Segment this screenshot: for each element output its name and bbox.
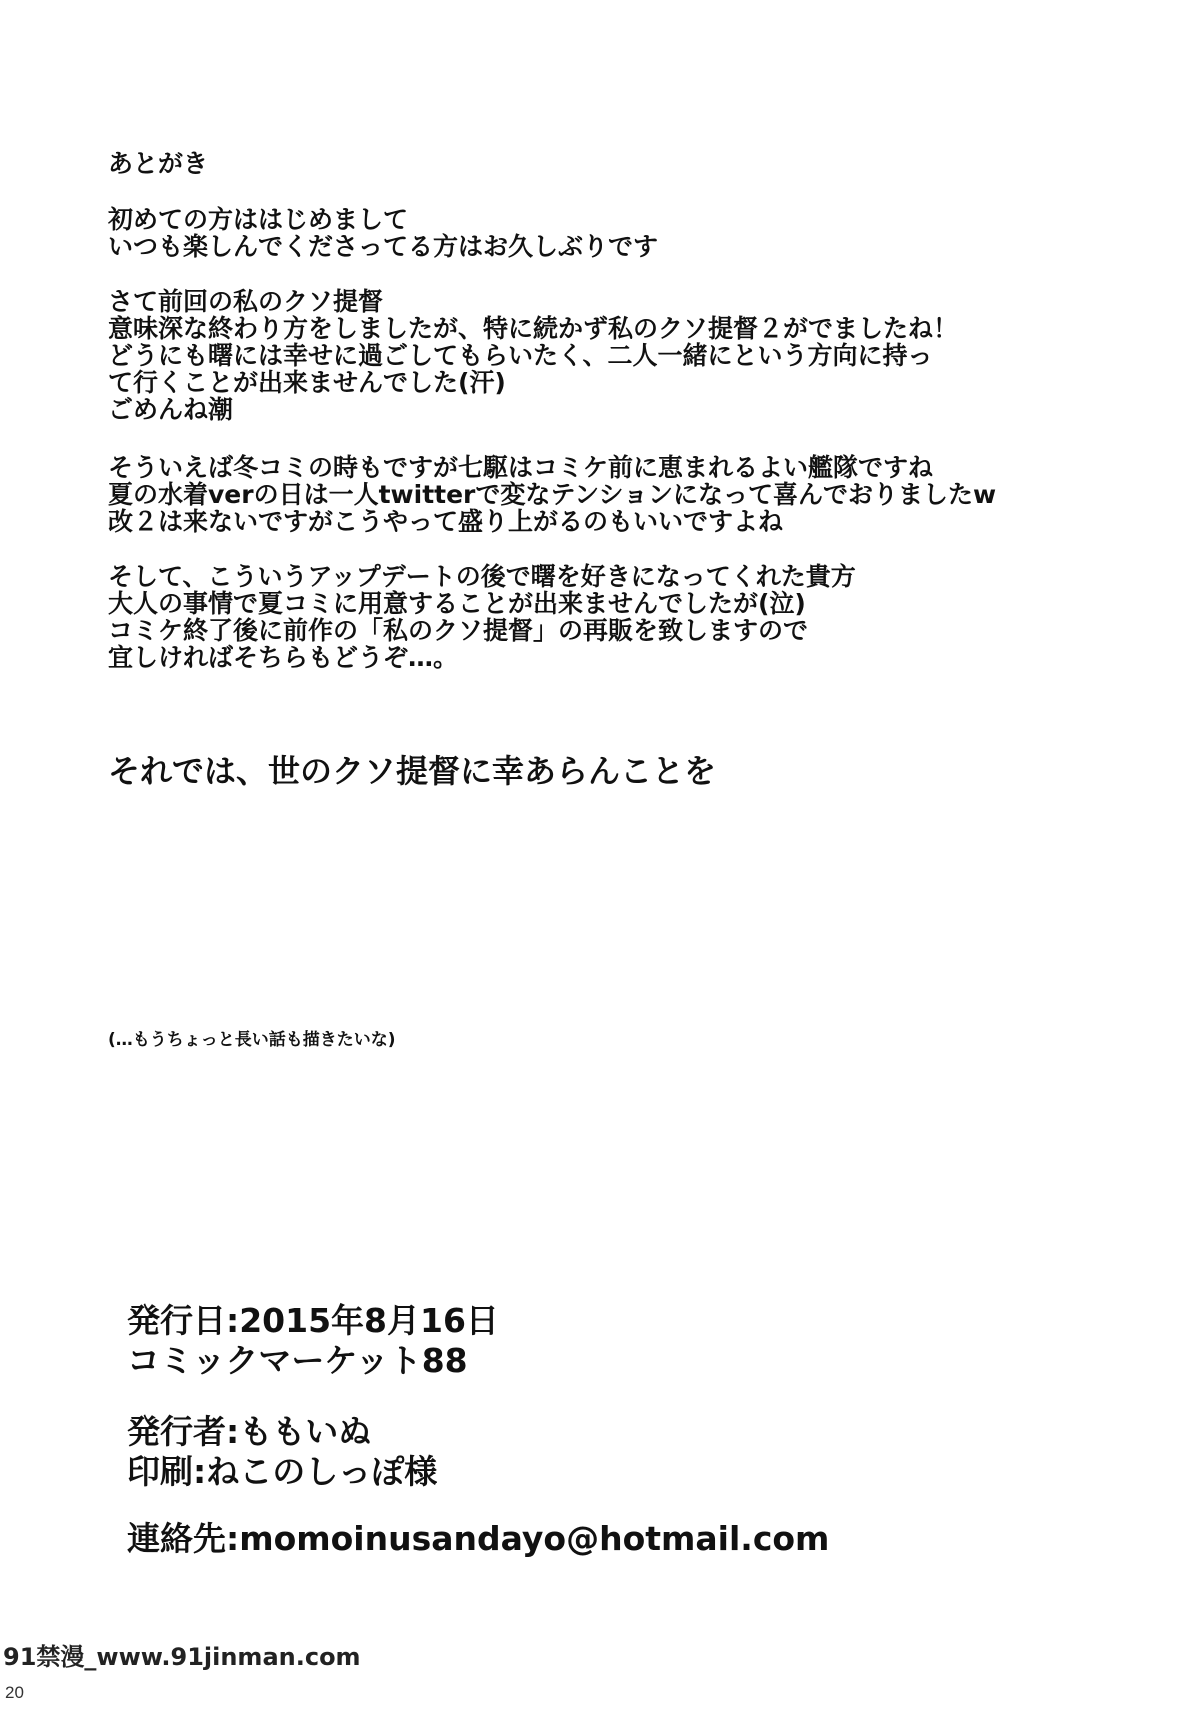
- paragraph-line: 夏の水着verの日は一人twitterで変なテンションになって喜んでおりましたw: [108, 480, 997, 509]
- paragraph-line: ごめんね潮: [108, 395, 234, 424]
- afterword-paragraph-2: [108, 288, 1108, 423]
- paragraph-line: て行くことが出来ませんでした(汗): [108, 368, 506, 397]
- afterword-paragraph-1: [108, 206, 1108, 260]
- publish-date: 発行日:2015年8月16日: [127, 1301, 499, 1340]
- contact: 連絡先:momoinusandayo@hotmail.com: [127, 1519, 830, 1558]
- printer: 印刷:ねこのしっぽ様: [127, 1452, 438, 1491]
- paragraph-line: 大人の事情で夏コミに用意することが出来ませんでしたが(泣): [108, 589, 806, 618]
- afterword-heading: あとがき: [108, 149, 209, 178]
- site-watermark: 91禁漫_www.91jinman.com: [3, 1643, 361, 1671]
- publisher: 発行者:ももいぬ: [127, 1412, 372, 1451]
- paragraph-line: さて前回の私のクソ提督: [108, 287, 384, 316]
- afterword-paragraph-3: [108, 454, 1108, 535]
- paragraph-line: 宜しければそちらもどうぞ…。: [108, 643, 459, 672]
- paragraph-line: そして、こういうアップデートの後で曙を好きになってくれた貴方: [108, 562, 856, 591]
- closing-line: それでは、世のクソ提督に幸あらんことを: [108, 752, 717, 790]
- paragraph-line: いつも楽しんでくださってる方はお久しぶりです: [108, 232, 659, 261]
- paragraph-line: コミケ終了後に前作の「私のクソ提督」の再販を致しますので: [108, 616, 809, 645]
- paragraph-line: 初めての方ははじめまして: [108, 205, 409, 234]
- event-name: コミックマーケット88: [127, 1341, 468, 1380]
- colophon-contact-block: [127, 1519, 830, 1559]
- paragraph-line: そういえば冬コミの時もですが七駆はコミケ前に恵まれるよい艦隊ですね: [108, 453, 934, 482]
- aside-note: (…もうちょっと長い話も描きたいな): [108, 1030, 396, 1050]
- colophon-credits-block: [127, 1412, 827, 1492]
- page-number: 20: [5, 1683, 24, 1702]
- afterword-paragraph-4: [108, 563, 1108, 671]
- paragraph-line: 意味深な終わり方をしましたが、特に続かず私のクソ提督２がでましたね！: [108, 314, 959, 343]
- paragraph-line: どうにも曙には幸せに過ごしてもらいたく、二人一緒にという方向に持っ: [108, 341, 933, 370]
- colophon-date-block: [127, 1301, 827, 1381]
- paragraph-line: 改２は来ないですがこうやって盛り上がるのもいいですよね: [108, 507, 784, 536]
- afterword-heading-block: [108, 150, 1108, 177]
